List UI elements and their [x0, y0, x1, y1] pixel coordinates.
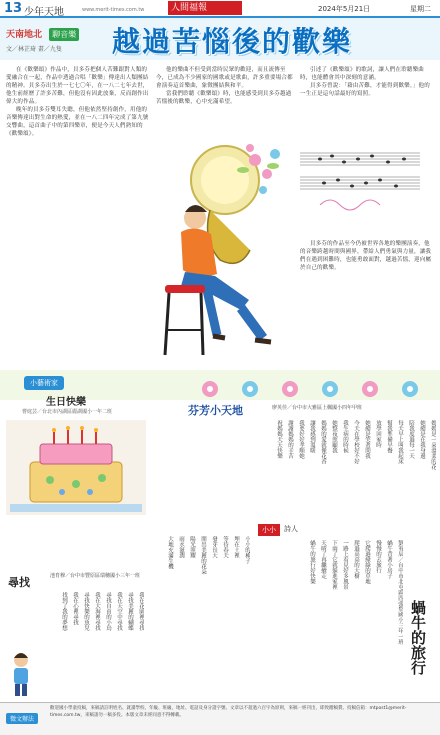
text-column: 蝸牛背著小房子: [386, 540, 392, 579]
column-byline: [6, 22, 98, 56]
logo-text: 人間福報: [171, 3, 208, 13]
text-column: 找到了我的夢想: [61, 592, 67, 631]
text-column: 陽光照耀: [189, 536, 195, 558]
craft-title: 生日快樂: [46, 397, 86, 408]
column-badge: 聊音樂: [49, 28, 79, 41]
feature-col-4: [300, 240, 434, 368]
text-column: 讓我感到溫暖: [309, 420, 315, 453]
poem-corner-tag: 小小: [258, 524, 280, 536]
feature-col-1: [6, 66, 150, 366]
text-column: 開出美麗的花朵: [200, 536, 206, 575]
text-column: 一路上看見好多風景: [342, 540, 348, 590]
text-column: 等待春天: [222, 536, 228, 558]
search-poem-columns: [40, 592, 144, 698]
text-column: 蝸牛的旅行好快樂: [309, 540, 315, 584]
site-url: www.merit-times.com.tw: [82, 7, 145, 13]
logo-en: The: [374, 7, 386, 14]
section-name: 少年天地: [24, 7, 64, 18]
text-column: 我在心裡尋找: [72, 592, 78, 625]
text-column: 陪我度過每一天: [408, 420, 414, 459]
feature-col-3: [300, 66, 434, 142]
text-column: 媽媽是一朵溫柔的花: [430, 420, 436, 470]
craft-tag: 小藝術家: [24, 376, 64, 390]
middle-text-columns: [150, 536, 250, 696]
text-column: 大地充滿生機: [167, 536, 173, 569]
page-number: 13: [4, 1, 23, 16]
paragraph: 在《歡樂頌》作品中，貝多芬把個人苦難跟對人類的愛融合在一起，作品中透過合唱「歡樂」傳達出人類團結的精神。貝多芬出生於一七七〇年，在一八二七年去世，他生前經歷了許多苦難，但他沒有因此放棄，反而創作出偉大的作品。: [6, 67, 149, 105]
paragraph: 晚年的貝多芬雙耳失聰，但他依然堅持創作，用他的音樂傳達出對生命的熱愛，並在一八二四年完成了第九號交響曲，這首曲子中的第四樂章，便是今天人們熟知的《歡樂頌》。: [6, 107, 149, 137]
text-column: 每天早上叫我起床: [397, 420, 403, 464]
music-staff-illustration: [300, 145, 420, 235]
text-column: 謝謝媽媽的辛苦: [287, 420, 293, 459]
snail-poem-title: 蝸牛的旅行: [409, 600, 427, 675]
text-column: 爬過高高的大樹: [353, 540, 359, 579]
flower-decoration-row: [190, 378, 440, 400]
fen-title: 芬芳小天地: [188, 404, 243, 417]
text-column: 尋找美麗的蝴蝶: [127, 592, 133, 631]
text-column: 媽媽的愛就像花香: [320, 420, 326, 464]
text-column: 慢慢的去旅行: [375, 540, 381, 573]
fen-text-columns: [150, 420, 436, 520]
text-column: 小小的種子: [244, 536, 250, 564]
paragraph: 貝多芬曾說：「藉由苦難，才能得到歡樂。」他的一生正是這句話最好的寫照。: [300, 83, 430, 97]
text-column: 今天在學校好不好: [353, 420, 359, 464]
paragraph: 他的樂曲不但受到當時民眾的歡迎，而且流傳至今，已成為不少國家的國歌或是歌曲，許多重要場合都會演奏這首樂曲，象徵團結與和平。: [156, 67, 293, 89]
page-header: [0, 0, 440, 18]
text-column: 尋找自由的小鳥: [105, 592, 111, 631]
text-column: 她整夜照顧我: [331, 420, 337, 453]
text-column: 埋在土裡: [233, 536, 239, 558]
text-column: 雨水滋潤: [178, 536, 184, 558]
search-poem-title: 尋找: [8, 576, 30, 589]
snail-poem-columns: [258, 540, 403, 696]
text-column: 天晴了再繼續走: [320, 540, 326, 579]
paragraph: 引述了《歡樂頌》的歌詞，讓人們在聆聽樂曲時，也能體會其中深刻的意涵。: [300, 67, 425, 81]
fen-author: 廖英佳／台中市大雅區上楓國小四年甲班: [272, 405, 363, 411]
child-illustration: [6, 650, 36, 700]
feature-title: 越過苦惱後的歡樂: [112, 25, 353, 58]
text-column: 我在大海裡尋找: [94, 592, 100, 631]
text-column: 她總是笑著問我: [364, 420, 370, 459]
column-name: 天南地北: [6, 30, 43, 40]
snail-poem-author: 劉宥辰／台中市北屯區四張犁國小三年一班: [397, 540, 403, 645]
submission-footer: [0, 702, 440, 735]
text-column: 下雨了它就躲進家裡: [331, 540, 337, 590]
tuba-player-illustration: [155, 140, 300, 370]
poem-corner-label: 詩人: [284, 525, 298, 533]
paragraph: 貝多芬的作品至今仍被世界各地的樂團演奏，他的音樂跨越時間與國界，帶給人們勇氣與力量，讓我們在遇到困難時，也能勇敢面對，越過苦惱，迎向屬於自己的歡樂。: [300, 241, 432, 271]
text-column: 幫我準備早餐: [386, 420, 392, 453]
text-column: 我要好好孝順她: [298, 420, 304, 459]
text-column: 祝媽媽天天快樂: [276, 420, 282, 459]
paragraph: 當我們聆聽《歡樂頌》時，也能感受到貝多芬越過苦惱後的歡樂，心中充滿希望。: [156, 91, 292, 105]
footer-tag: 徵文辦法: [6, 713, 38, 724]
text-column: 我在天空中尋找: [116, 592, 122, 631]
text-column: 它爬過綠綠的草地: [364, 540, 370, 584]
feature-author: 文／林芷琦 畫／九隻: [6, 46, 62, 53]
craft-author: 曹庭芸／台北市內湖區麗湖國小一年二班: [22, 409, 113, 415]
text-column: 放學回家時: [375, 420, 381, 448]
feature-col-2: [156, 66, 294, 136]
text-column: 發芽長大: [211, 536, 217, 558]
text-column: 我生病的時候: [342, 420, 348, 453]
text-column: 我在花園裡尋找: [138, 592, 144, 631]
text-column: 她總是在我身邊: [419, 420, 425, 459]
text-column: 尋找快樂的魚兒: [83, 592, 89, 631]
birthday-cake-artwork: [6, 420, 146, 515]
issue-date: 2024年5月21日: [318, 5, 371, 13]
footer-text: 歡迎國小學童投稿，來稿請註明姓名、就讀學校、年級、班級、地址、電話及身分證字號。文章以不超過六百字為原則，來稿一經刊出，即致贈稿費。投稿信箱：mtpost1@merit-times.com.tw，來稿請勿一稿多投。本版文章未經同意不得轉載。: [50, 706, 407, 718]
search-poem-author: 池育穆／台中市豐原區瑞穗國小三年一班: [50, 573, 141, 579]
issue-weekday: 星期二: [410, 5, 431, 13]
